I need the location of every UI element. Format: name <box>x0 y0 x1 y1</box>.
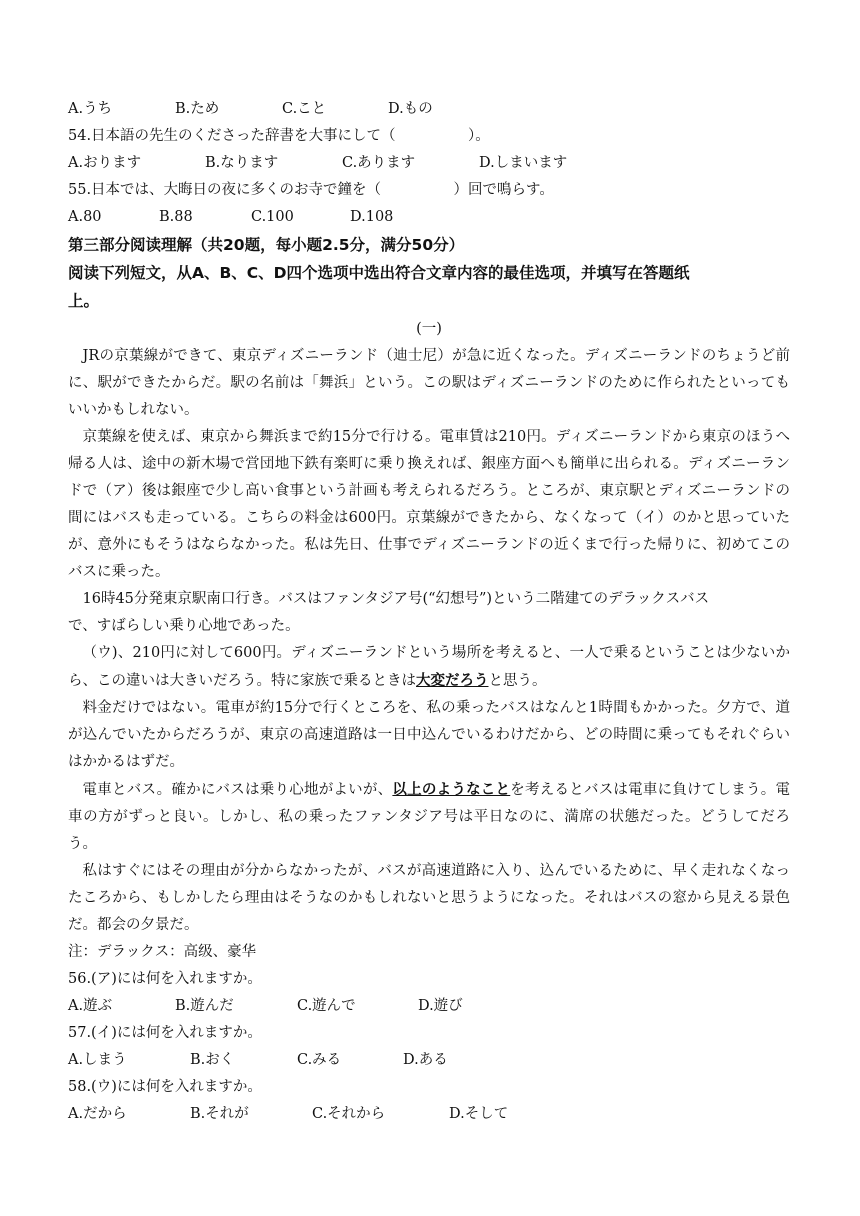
option-a: A.だから <box>68 1106 127 1122</box>
q58-stem: 58.(ウ)には何を入れますか。 <box>68 1079 262 1095</box>
q54-options <box>68 150 790 177</box>
passage-paragraph-5: 料金だけではない。電車が約15分で行くところを、私の乗ったバスはなんと1時間もかかった。夕方で、道が込んでいたからだろうが、東京の高速道路は一日中込んでいるわけだから、どの時間に乗ってもそれぐらいはかかるはずだ。 <box>68 700 790 770</box>
section-title: 第三部分阅读理解（共20题，每小题2.5分，满分50分） <box>68 236 465 254</box>
option-d: D.もの <box>388 101 433 117</box>
option-b: B.おく <box>190 1052 235 1068</box>
option-b: B.ため <box>175 101 220 117</box>
option-c: C.100 <box>251 209 294 225</box>
option-b: B.それが <box>190 1106 249 1122</box>
passage-paragraph-6 <box>68 776 790 858</box>
q57-options <box>68 1047 790 1074</box>
option-b: B.なります <box>205 155 279 171</box>
underlined-phrase: 大変だろう <box>416 672 489 689</box>
passage-paragraph-2: 京葉線を使えば、東京から舞浜まで約15分で行ける。電車賃は210円。ディズニーランドから東京のほうへ帰る人は、途中の新木場で営団地下鉄有楽町に乗り換えれば、銀座方面へも簡単に出られる。ディズニーランドで（ア）後は銀座で少し高い食事という計画も考えられるだろう。ところが、東京駅とディズニーランドの間にはバスも走っている。こちらの料金は600円。京葉線ができたから、なくなって（イ）のかと思っていたが、意外にもそうはならなかった。私は先日、仕事でディズニーランドの近くまで行った帰りに、初めてこのバスに乗った。 <box>68 429 790 580</box>
option-b: B.88 <box>159 209 193 225</box>
option-a: A.おります <box>68 155 142 171</box>
option-a: A.しまう <box>68 1052 127 1068</box>
q57-stem: 57.(イ)には何を入れますか。 <box>68 1025 262 1041</box>
paragraph-text: と思う。 <box>488 673 547 689</box>
paragraph-text: 電車とバス。確かにバスは乗り心地がよいが、 <box>82 782 393 798</box>
passage-paragraph-3-line-1: 16時45分発東京駅南口行き。バスはファンタジア号(“幻想号”)という二階建てのデラックスバス <box>82 591 710 607</box>
option-a: A.うち <box>68 101 113 117</box>
option-c: C.みる <box>297 1052 342 1068</box>
q55-options <box>68 204 790 231</box>
section-instruction: 阅读下列短文，从A、B、C、D四个选项中选出符合文章内容的最佳选项，并填写在答题纸 <box>68 264 690 282</box>
option-d: D.遊び <box>418 998 463 1014</box>
passage-number: (一) <box>416 321 442 337</box>
option-d: D.そして <box>449 1106 509 1122</box>
option-d: D.108 <box>350 209 394 225</box>
option-d: D.しまいます <box>479 155 568 171</box>
underlined-phrase: 以上のようなこと <box>392 781 511 798</box>
section-instruction-cont: 上。 <box>68 292 100 310</box>
passage-paragraph-4 <box>68 640 790 695</box>
option-c: C.あります <box>342 155 416 171</box>
passage-paragraph-3-line-2: で、すばらしい乗り心地であった。 <box>68 618 300 634</box>
q56-options <box>68 993 790 1020</box>
q54-stem: 54.日本語の先生のくださった辞書を大事にして（ ）。 <box>68 128 490 144</box>
q55-stem: 55.日本では、大晦日の夜に多くのお寺で鐘を（ ）回で鳴らす。 <box>68 182 554 198</box>
passage-paragraph-7: 私はすぐにはその理由が分からなかったが、バスが高速道路に入り、込んでいるために、早く走れなくなったころから、もしかしたら理由はそうなのかもしれないと思うようになった。それはバスの窓から見える景色だ。都会の夕景だ。 <box>68 863 790 933</box>
option-c: C.こと <box>282 101 327 117</box>
option-b: B.遊んだ <box>175 998 234 1014</box>
paragraph-text: （ウ)、210円に対して600円。ディズニーランドという場所を考えると、一人で乗るということは少ないから、この違いは大きいだろう。特に家族で乗るときは <box>68 645 790 689</box>
option-d: D.ある <box>403 1052 448 1068</box>
passage-note: 注：デラックス：高级、豪华 <box>68 944 257 960</box>
passage-paragraph-1: JRの京葉線ができて、東京ディズニーランド（迪士尼）が急に近くなった。ディズニーランドのちょうど前に、駅ができたからだ。駅の名前は「舞浜」という。この駅はディズニーランドのために作られたといってもいいかもしれない。 <box>68 348 790 418</box>
q58-options <box>68 1101 790 1128</box>
option-a: A.遊ぶ <box>68 998 113 1014</box>
exam-page <box>68 96 790 1128</box>
option-a: A.80 <box>68 209 102 225</box>
option-c: C.遊んで <box>297 998 356 1014</box>
q53-options <box>68 96 790 123</box>
option-c: C.それから <box>312 1106 386 1122</box>
q56-stem: 56.(ア)には何を入れますか。 <box>68 971 262 987</box>
paragraph-text: を考えるとバスは電車に負けてしまう。電車の方がずっと良い。しかし、私の乗ったファンタジア号は平日なのに、満席の状態だった。どうしてだろう。 <box>68 782 791 852</box>
